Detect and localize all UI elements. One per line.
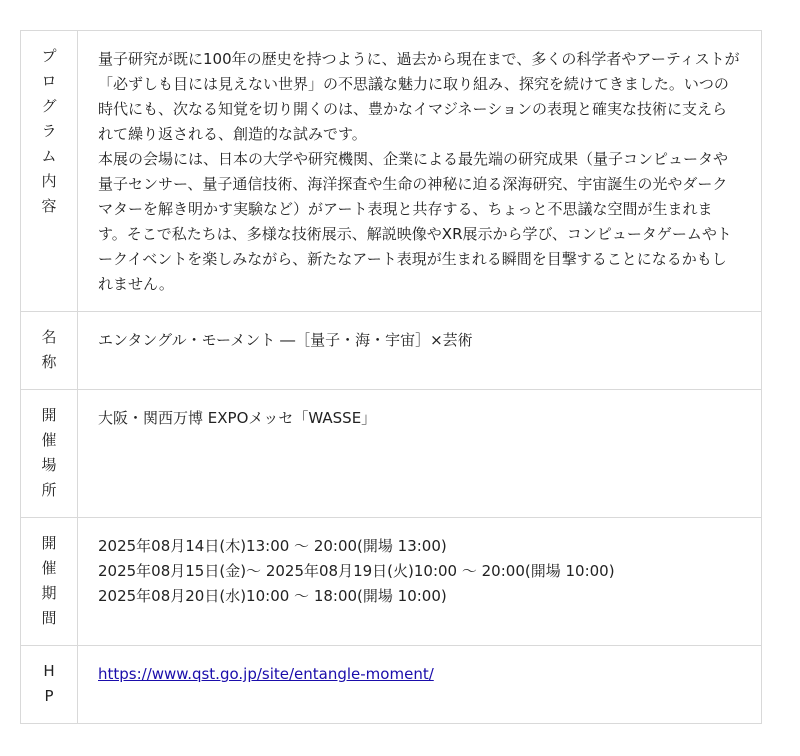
website-link[interactable]: https://www.qst.go.jp/site/entangle-moment/ bbox=[98, 665, 434, 683]
hp-label-cell bbox=[21, 646, 78, 724]
event-name: エンタングル・モーメント ―［量子・海・宇宙］×芸術 bbox=[98, 331, 473, 349]
period-line-3: 2025年08月20日(水)10:00 〜 18:00(開場 10:00) bbox=[98, 587, 447, 605]
hp-value-cell bbox=[78, 646, 762, 724]
event-venue: 大阪・関西万博 EXPOメッセ「WASSE」 bbox=[98, 409, 377, 427]
program-label: プログラム内容 bbox=[41, 47, 57, 215]
hp-label: HP bbox=[43, 662, 55, 705]
venue-label: 開催場所 bbox=[41, 406, 57, 499]
name-label-cell bbox=[21, 312, 78, 390]
hp-row bbox=[21, 646, 762, 724]
period-line-2: 2025年08月15日(金)〜 2025年08月19日(火)10:00 〜 20:00(開場 10:00) bbox=[98, 562, 615, 580]
period-line-1: 2025年08月14日(木)13:00 〜 20:00(開場 13:00) bbox=[98, 537, 447, 555]
program-row bbox=[21, 31, 762, 312]
period-value-cell bbox=[78, 518, 762, 646]
name-row bbox=[21, 312, 762, 390]
period-label-cell bbox=[21, 518, 78, 646]
venue-label-cell bbox=[21, 390, 78, 518]
program-value-cell bbox=[78, 31, 762, 312]
program-paragraph-1: 量子研究が既に100年の歴史を持つように、過去から現在まで、多くの科学者やアーティストが「必ずしも目には見えない世界」の不思議な魅力に取り組み、探究を続けてきました。いつの時代にも、次なる知覚を切り開くのは、豊かなイマジネーションの表現と確実な技術に支えられて繰り返される、創造的な試みです。 bbox=[98, 50, 740, 143]
program-label-cell bbox=[21, 31, 78, 312]
venue-row bbox=[21, 390, 762, 518]
period-label: 開催期間 bbox=[41, 534, 57, 627]
program-paragraph-2: 本展の会場には、日本の大学や研究機関、企業による最先端の研究成果（量子コンピュータや量子センサー、量子通信技術、海洋探査や生命の神秘に迫る深海研究、宇宙誕生の光やダークマターを解き明かす実験など）がアート表現と共存する、ちょっと不思議な空間が生まれます。そこで私たちは、多様な技術展示、解説映像やXR展示から学び、コンピュータゲームやトークイベントを楽しみながら、新たなアート表現が生まれる瞬間を目撃することになるかもしれません。 bbox=[98, 150, 732, 293]
name-value-cell bbox=[78, 312, 762, 390]
venue-value-cell bbox=[78, 390, 762, 518]
period-row bbox=[21, 518, 762, 646]
name-label: 名称 bbox=[41, 328, 57, 371]
event-info-table bbox=[20, 30, 762, 724]
